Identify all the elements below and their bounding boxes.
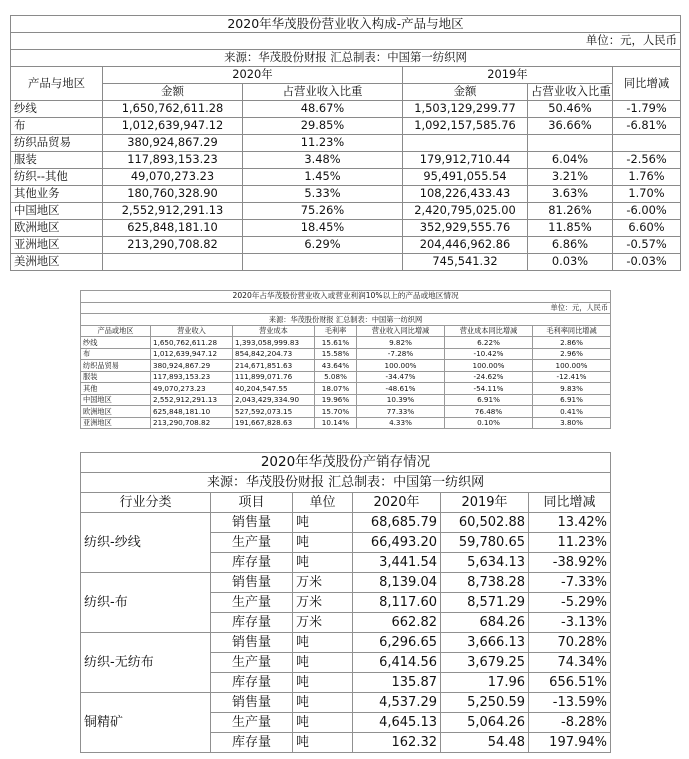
table-row xyxy=(81,573,611,593)
value-2019: 5,634.13 xyxy=(441,553,529,573)
table-cell: 10.39% xyxy=(357,394,445,406)
value-2019: 5,250.59 xyxy=(441,693,529,713)
column-header: 2019年 xyxy=(441,493,529,513)
amount-2019: 352,929,555.76 xyxy=(403,220,528,237)
unit-label: 单位：元，人民币 xyxy=(11,33,681,50)
table-cell: 亚洲地区 xyxy=(81,417,151,429)
ratio-2019: 81.26% xyxy=(528,203,613,220)
ratio-2019 xyxy=(528,135,613,152)
industry-category: 纺织-布 xyxy=(81,573,211,633)
unit: 吨 xyxy=(293,633,353,653)
value-2020: 66,493.20 xyxy=(353,533,441,553)
row-label: 其他业务 xyxy=(11,186,103,203)
table-cell: 213,290,708.82 xyxy=(151,417,233,429)
amount-2020: 180,760,328.90 xyxy=(103,186,243,203)
value-2020: 135.87 xyxy=(353,673,441,693)
table-cell: 6.22% xyxy=(445,337,533,349)
revenue-composition-table xyxy=(10,15,681,271)
table-cell: 0.10% xyxy=(445,417,533,429)
amount-2019 xyxy=(403,135,528,152)
table-cell: 纺织品贸易 xyxy=(81,360,151,372)
yoy-change: -3.13% xyxy=(529,613,611,633)
table-cell: 3.80% xyxy=(533,417,611,429)
ratio-2020 xyxy=(243,254,403,271)
column-header: 营业收入同比增减 xyxy=(357,325,445,337)
header-row xyxy=(81,325,611,337)
yoy-change: -6.00% xyxy=(613,203,681,220)
amount-2020: 117,893,153.23 xyxy=(103,152,243,169)
table-cell: -10.42% xyxy=(445,348,533,360)
item-name: 销售量 xyxy=(211,573,293,593)
header-row xyxy=(81,493,611,513)
table-row xyxy=(81,406,611,418)
table-cell: 布 xyxy=(81,348,151,360)
source-label: 来源：华茂股份财报 汇总制表：中国第一纺织网 xyxy=(81,314,611,326)
column-header: 行业分类 xyxy=(81,493,211,513)
header-category: 产品与地区 xyxy=(11,67,103,101)
table-row xyxy=(81,371,611,383)
unit: 吨 xyxy=(293,733,353,753)
unit: 万米 xyxy=(293,613,353,633)
table-row xyxy=(11,152,681,169)
ratio-2020: 29.85% xyxy=(243,118,403,135)
item-name: 销售量 xyxy=(211,633,293,653)
unit: 吨 xyxy=(293,513,353,533)
amount-2019: 1,503,129,299.77 xyxy=(403,101,528,118)
column-header: 同比增减 xyxy=(529,493,611,513)
ratio-2019: 6.86% xyxy=(528,237,613,254)
ratio-2020: 48.67% xyxy=(243,101,403,118)
ratio-2019: 36.66% xyxy=(528,118,613,135)
item-name: 生产量 xyxy=(211,533,293,553)
unit: 吨 xyxy=(293,653,353,673)
column-header: 营业收入 xyxy=(151,325,233,337)
ratio-2020: 11.23% xyxy=(243,135,403,152)
table-cell: 2.86% xyxy=(533,337,611,349)
row-label: 纺织品贸易 xyxy=(11,135,103,152)
ratio-2019: 3.21% xyxy=(528,169,613,186)
header-yoy: 同比增减 xyxy=(613,67,681,101)
header-ratio-2019: 占营业收入比重 xyxy=(528,84,613,101)
table-cell: 其他 xyxy=(81,383,151,395)
value-2019: 5,064.26 xyxy=(441,713,529,733)
value-2020: 662.82 xyxy=(353,613,441,633)
table-title: 2020年华茂股份营业收入构成-产品与地区 xyxy=(11,16,681,33)
table-row xyxy=(81,693,611,713)
unit: 吨 xyxy=(293,533,353,553)
amount-2020 xyxy=(103,254,243,271)
production-sales-inventory-table xyxy=(80,452,611,753)
table-cell: 117,893,153.23 xyxy=(151,371,233,383)
major-products-regions-table xyxy=(80,290,611,429)
table-cell: 1,012,639,947.12 xyxy=(151,348,233,360)
column-header: 毛利率同比增减 xyxy=(533,325,611,337)
yoy-change: 13.42% xyxy=(529,513,611,533)
table-row xyxy=(81,337,611,349)
header-amount-2019: 金额 xyxy=(403,84,528,101)
amount-2019: 745,541.32 xyxy=(403,254,528,271)
table-row xyxy=(11,101,681,118)
table-cell: 中国地区 xyxy=(81,394,151,406)
ratio-2019: 3.63% xyxy=(528,186,613,203)
amount-2019: 204,446,962.86 xyxy=(403,237,528,254)
table-cell: 100.00% xyxy=(533,360,611,372)
table-row xyxy=(81,348,611,360)
table-cell: 6.91% xyxy=(533,394,611,406)
item-name: 销售量 xyxy=(211,693,293,713)
value-2020: 4,645.13 xyxy=(353,713,441,733)
value-2019: 3,679.25 xyxy=(441,653,529,673)
amount-2020: 1,650,762,611.28 xyxy=(103,101,243,118)
source-label: 来源：华茂股份财报 汇总制表：中国第一纺织网 xyxy=(81,473,611,493)
ratio-2020: 18.45% xyxy=(243,220,403,237)
table-cell: 10.14% xyxy=(315,417,357,429)
unit: 吨 xyxy=(293,673,353,693)
table-cell: 100.00% xyxy=(445,360,533,372)
row-label: 亚洲地区 xyxy=(11,237,103,254)
value-2020: 8,139.04 xyxy=(353,573,441,593)
yoy-change: 1.70% xyxy=(613,186,681,203)
row-label: 纺织--其他 xyxy=(11,169,103,186)
header-amount-2020: 金额 xyxy=(103,84,243,101)
table-cell: 15.70% xyxy=(315,406,357,418)
yoy-change xyxy=(613,135,681,152)
industry-category: 铜精矿 xyxy=(81,693,211,753)
value-2019: 8,571.29 xyxy=(441,593,529,613)
value-2019: 54.48 xyxy=(441,733,529,753)
column-header: 毛利率 xyxy=(315,325,357,337)
source-label: 来源：华茂股份财报 汇总制表：中国第一纺织网 xyxy=(11,50,681,67)
yoy-change: -13.59% xyxy=(529,693,611,713)
table-cell: 527,592,073.15 xyxy=(233,406,315,418)
yoy-change: 74.34% xyxy=(529,653,611,673)
ratio-2020: 1.45% xyxy=(243,169,403,186)
amount-2019: 1,092,157,585.76 xyxy=(403,118,528,135)
table-row xyxy=(11,203,681,220)
row-label: 纱线 xyxy=(11,101,103,118)
header-2020: 2020年 xyxy=(103,67,403,84)
value-2019: 8,738.28 xyxy=(441,573,529,593)
column-header: 项目 xyxy=(211,493,293,513)
ratio-2019: 0.03% xyxy=(528,254,613,271)
table-cell: 111,899,071.76 xyxy=(233,371,315,383)
table-title: 2020年占华茂股份营业收入或营业利润10%以上的产品或地区情况 xyxy=(81,291,611,303)
ratio-2020: 3.48% xyxy=(243,152,403,169)
ratio-2019: 50.46% xyxy=(528,101,613,118)
amount-2020: 380,924,867.29 xyxy=(103,135,243,152)
yoy-change: -2.56% xyxy=(613,152,681,169)
row-label: 中国地区 xyxy=(11,203,103,220)
row-label: 欧洲地区 xyxy=(11,220,103,237)
value-2019: 684.26 xyxy=(441,613,529,633)
row-label: 服装 xyxy=(11,152,103,169)
item-name: 生产量 xyxy=(211,713,293,733)
table-row xyxy=(81,394,611,406)
table-cell: 77.33% xyxy=(357,406,445,418)
table-cell: -48.61% xyxy=(357,383,445,395)
value-2019: 60,502.88 xyxy=(441,513,529,533)
table-row xyxy=(81,633,611,653)
yoy-change: 656.51% xyxy=(529,673,611,693)
table-row xyxy=(11,237,681,254)
ratio-2019: 11.85% xyxy=(528,220,613,237)
table-cell: 49,070,273.23 xyxy=(151,383,233,395)
table-row xyxy=(11,186,681,203)
yoy-change: -7.33% xyxy=(529,573,611,593)
table-cell: 6.91% xyxy=(445,394,533,406)
table-cell: 15.58% xyxy=(315,348,357,360)
table-cell: 625,848,181.10 xyxy=(151,406,233,418)
yoy-change: -8.28% xyxy=(529,713,611,733)
value-2020: 68,685.79 xyxy=(353,513,441,533)
yoy-change: 1.76% xyxy=(613,169,681,186)
row-label: 布 xyxy=(11,118,103,135)
yoy-change: -5.29% xyxy=(529,593,611,613)
amount-2019: 179,912,710.44 xyxy=(403,152,528,169)
table-cell: 100.00% xyxy=(357,360,445,372)
unit: 吨 xyxy=(293,713,353,733)
value-2020: 6,296.65 xyxy=(353,633,441,653)
amount-2020: 1,012,639,947.12 xyxy=(103,118,243,135)
industry-category: 纺织-无纺布 xyxy=(81,633,211,693)
ratio-2019: 6.04% xyxy=(528,152,613,169)
ratio-2020: 75.26% xyxy=(243,203,403,220)
item-name: 销售量 xyxy=(211,513,293,533)
table-cell: 4.33% xyxy=(357,417,445,429)
table-row xyxy=(81,383,611,395)
table-row xyxy=(11,135,681,152)
item-name: 库存量 xyxy=(211,613,293,633)
header-ratio-2020: 占营业收入比重 xyxy=(243,84,403,101)
table-cell: 纱线 xyxy=(81,337,151,349)
yoy-change: 11.23% xyxy=(529,533,611,553)
unit: 吨 xyxy=(293,553,353,573)
table-cell: 9.83% xyxy=(533,383,611,395)
table-cell: 214,671,851.63 xyxy=(233,360,315,372)
ratio-2020: 5.33% xyxy=(243,186,403,203)
yoy-change: 6.60% xyxy=(613,220,681,237)
column-header: 单位 xyxy=(293,493,353,513)
yoy-change: 70.28% xyxy=(529,633,611,653)
column-header: 产品或地区 xyxy=(81,325,151,337)
table-cell: 9.82% xyxy=(357,337,445,349)
row-label: 美洲地区 xyxy=(11,254,103,271)
value-2020: 6,414.56 xyxy=(353,653,441,673)
table-cell: 191,667,828.63 xyxy=(233,417,315,429)
value-2020: 162.32 xyxy=(353,733,441,753)
table-cell: 5.08% xyxy=(315,371,357,383)
amount-2020: 625,848,181.10 xyxy=(103,220,243,237)
column-header: 营业成本同比增减 xyxy=(445,325,533,337)
table-row xyxy=(11,118,681,135)
table-cell: -54.11% xyxy=(445,383,533,395)
ratio-2020: 6.29% xyxy=(243,237,403,254)
column-header: 营业成本 xyxy=(233,325,315,337)
unit: 万米 xyxy=(293,593,353,613)
item-name: 生产量 xyxy=(211,653,293,673)
table-row xyxy=(81,417,611,429)
yoy-change: -1.79% xyxy=(613,101,681,118)
table-cell: 服装 xyxy=(81,371,151,383)
yoy-change: -0.03% xyxy=(613,254,681,271)
table-row xyxy=(11,220,681,237)
table-cell: 43.64% xyxy=(315,360,357,372)
value-2020: 8,117.60 xyxy=(353,593,441,613)
yoy-change: 197.94% xyxy=(529,733,611,753)
table-cell: 18.07% xyxy=(315,383,357,395)
column-header: 2020年 xyxy=(353,493,441,513)
item-name: 库存量 xyxy=(211,553,293,573)
table-cell: 380,924,867.29 xyxy=(151,360,233,372)
amount-2019: 95,491,055.54 xyxy=(403,169,528,186)
yoy-change: -38.92% xyxy=(529,553,611,573)
table-cell: 15.61% xyxy=(315,337,357,349)
table-row xyxy=(11,169,681,186)
table-cell: 40,204,547.55 xyxy=(233,383,315,395)
table-cell: -24.62% xyxy=(445,371,533,383)
value-2019: 17.96 xyxy=(441,673,529,693)
table-row xyxy=(11,254,681,271)
value-2019: 59,780.65 xyxy=(441,533,529,553)
amount-2020: 2,552,912,291.13 xyxy=(103,203,243,220)
table-cell: 1,393,058,999.83 xyxy=(233,337,315,349)
table-cell: 0.41% xyxy=(533,406,611,418)
table-title: 2020年华茂股份产销存情况 xyxy=(81,453,611,473)
yoy-change: -6.81% xyxy=(613,118,681,135)
value-2019: 3,666.13 xyxy=(441,633,529,653)
unit: 吨 xyxy=(293,693,353,713)
value-2020: 3,441.54 xyxy=(353,553,441,573)
unit: 万米 xyxy=(293,573,353,593)
header-2019: 2019年 xyxy=(403,67,613,84)
amount-2019: 2,420,795,025.00 xyxy=(403,203,528,220)
table-cell: -7.28% xyxy=(357,348,445,360)
table-cell: 19.96% xyxy=(315,394,357,406)
industry-category: 纺织-纱线 xyxy=(81,513,211,573)
table-cell: 76.48% xyxy=(445,406,533,418)
table-cell: 2,043,429,334.90 xyxy=(233,394,315,406)
table-cell: 1,650,762,611.28 xyxy=(151,337,233,349)
amount-2020: 213,290,708.82 xyxy=(103,237,243,254)
table-cell: -34.47% xyxy=(357,371,445,383)
table-cell: 欧洲地区 xyxy=(81,406,151,418)
value-2020: 4,537.29 xyxy=(353,693,441,713)
table-cell: -12.41% xyxy=(533,371,611,383)
item-name: 生产量 xyxy=(211,593,293,613)
yoy-change: -0.57% xyxy=(613,237,681,254)
table-cell: 854,842,204.73 xyxy=(233,348,315,360)
table-cell: 2,552,912,291.13 xyxy=(151,394,233,406)
item-name: 库存量 xyxy=(211,733,293,753)
table-row xyxy=(81,513,611,533)
item-name: 库存量 xyxy=(211,673,293,693)
amount-2020: 49,070,273.23 xyxy=(103,169,243,186)
table-row xyxy=(81,360,611,372)
amount-2019: 108,226,433.43 xyxy=(403,186,528,203)
table-cell: 2.96% xyxy=(533,348,611,360)
unit-label: 单位：元，人民币 xyxy=(81,302,611,314)
